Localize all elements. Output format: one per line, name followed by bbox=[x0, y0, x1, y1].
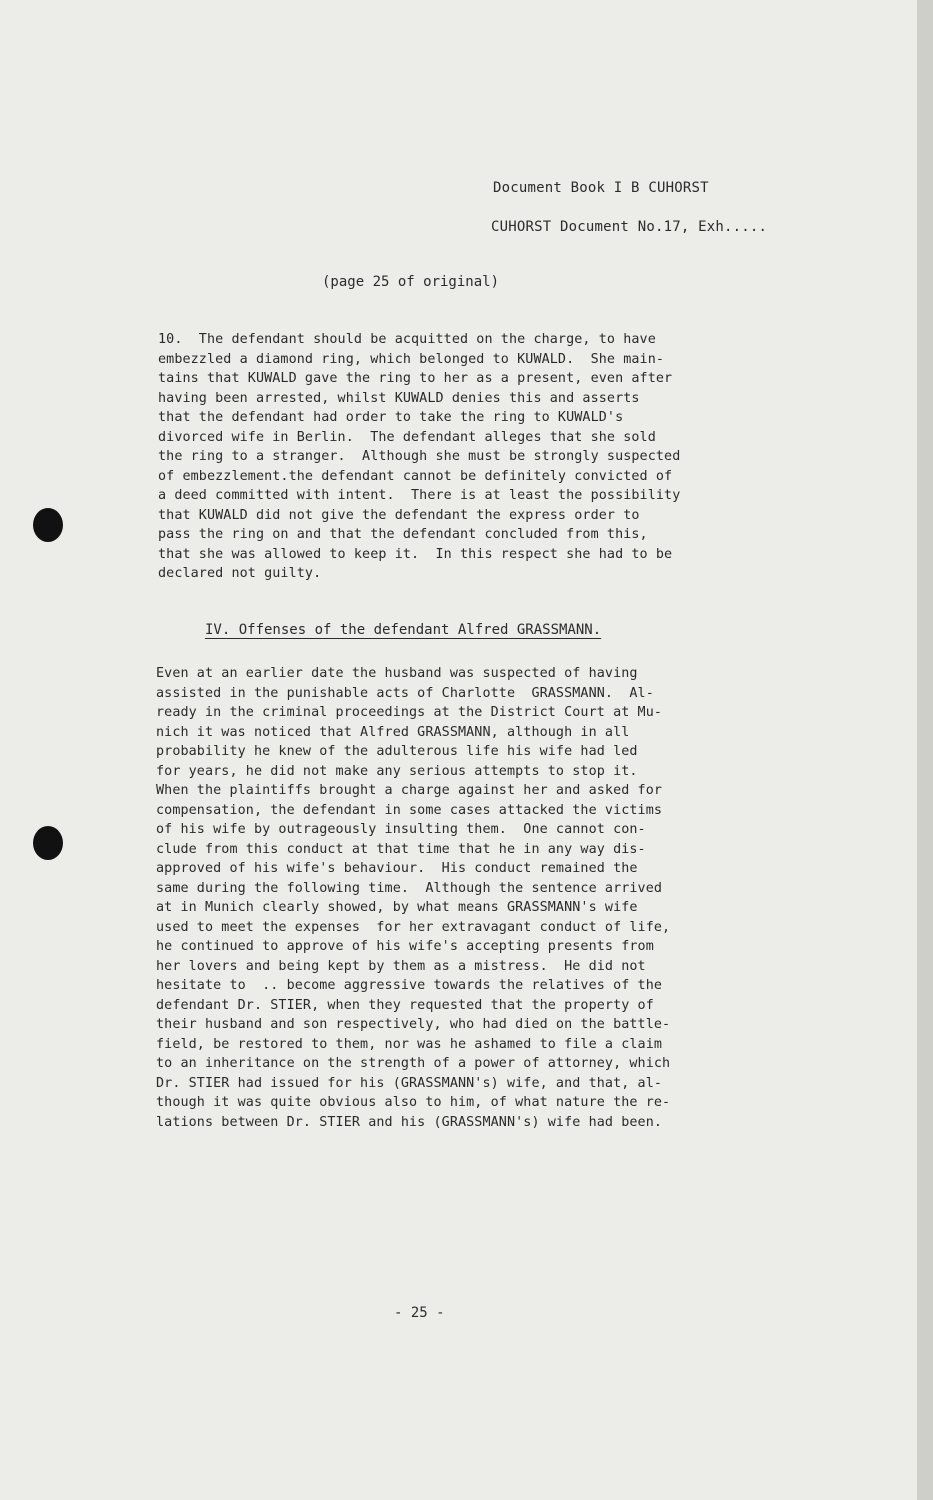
section-heading: IV. Offenses of the defendant Alfred GRASSMANN. bbox=[205, 622, 602, 638]
paragraph-10: 10. The defendant should be acquitted on the charge, to have embezzled a diamond ring, which belonged to KUWALD. She main- tains that KUWALD gave the ring to her as a present, even after having been arrested, whilst KUWALD denies this and asserts that the defendant had order to take the ring to KUWALD's divorced wife in Berlin. The defendant alleges that she sold the ring to a stranger. Although she must be strongly suspected of embezzlement.the defendant cannot be definitely convicted of a deed committed with intent. There is at least the possibility that KUWALD did not give the defendant the express order to pass the ring on and that the defendant concluded from this, that she was allowed to keep it. In this respect she had to be declared not guilty. bbox=[158, 332, 681, 581]
page-reference: (page 25 of original) bbox=[322, 274, 500, 290]
scan-edge bbox=[917, 0, 933, 1500]
punch-hole-top bbox=[33, 508, 63, 542]
page-number: - 25 - bbox=[394, 1305, 445, 1321]
document-book-header: Document Book I B CUHORST bbox=[493, 180, 709, 196]
document-number-header: CUHORST Document No.17, Exh..... bbox=[491, 219, 768, 235]
paragraph-grassmann: Even at an earlier date the husband was suspected of having assisted in the punishable acts of Charlotte GRASSMANN. Al- ready in the criminal proceedings at the District Court at Mu- nich it was noticed that Alfred GRASSMANN, although in all probability he knew of the adulterous life his wife had led for years, he did not make any serious attempts to stop it. When the plaintiffs brought a charge against her and asked for compensation, the defendant in some cases attacked the victims of his wife by outrageously insulting them. One cannot con- clude from this conduct at that time that he in any way dis- approved of his wife's behaviour. His conduct remained the same during the following time. Although the sentence arrived at in Munich clearly showed, by what means GRASSMANN's wife used to meet the expenses for her extravagant conduct of life, he continued to approve of his wife's accepting presents from her lovers and being kept by them as a mistress. He did not hesitate to .. become aggressive towards the relatives of the defendant Dr. STIER, when they requested that the property of their husband and son respectively, who had died on the battle- field, be restored to them, nor was he ashamed to file a claim to an inheritance on the strength of a power of attorney, which Dr. STIER had issued for his (GRASSMANN's) wife, and that, al- though it was quite obvious also to him, of what nature the re- lations between Dr. STIER and his (GRASSMANN's) wife had been. bbox=[156, 666, 671, 1130]
punch-hole-bottom bbox=[33, 826, 63, 860]
